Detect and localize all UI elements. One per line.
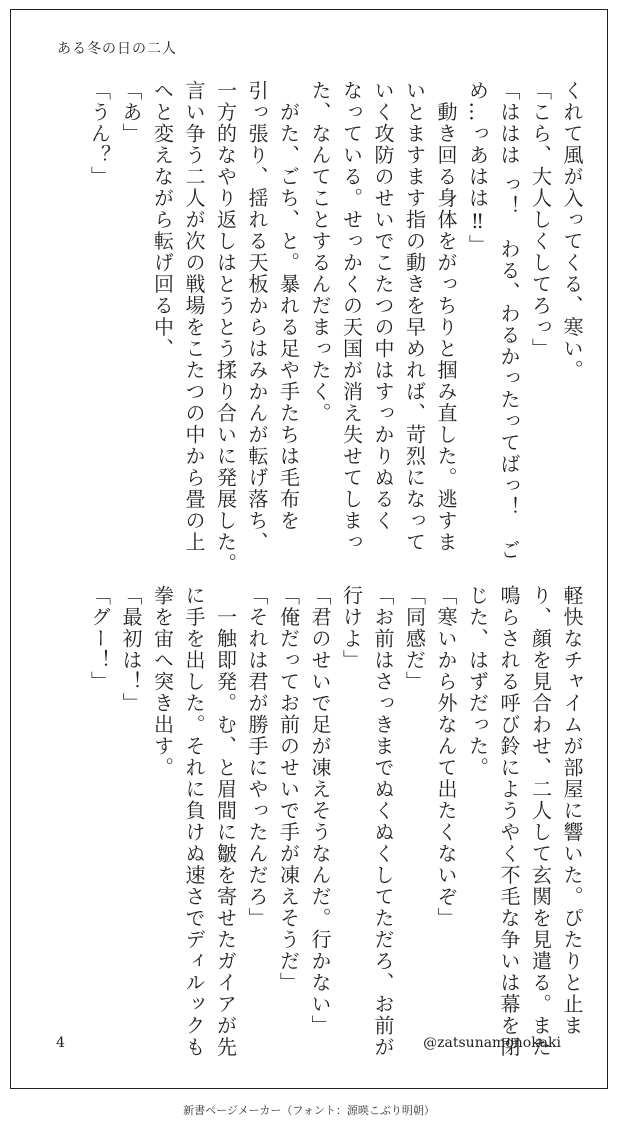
text-line: 一方的なやり返しはとうとう揉り合いに発展した。 — [213, 80, 238, 575]
text-line: 「俺だってお前のせいで手が凍えそうだ」 — [276, 585, 301, 994]
text-line: 一触即発。む、と眉間に皺を寄せたガイアが先 — [213, 585, 238, 1058]
text-line: 「あ」 — [119, 80, 143, 145]
text-line: 拳を宙へ突き出す。 — [150, 585, 175, 779]
text-line: 鳴らされる呼び鈴にようやく不毛な争いは幕を閉 — [497, 585, 521, 1058]
text-line: 「ははは っ！ わる、わるかったってばっ！ ご — [497, 80, 521, 561]
text-line: 言い争う二人が次の戦場をこたつの中から畳の上 — [182, 80, 206, 553]
text-line: に手を出した。それに負けぬ速さでディルックも — [182, 585, 206, 1058]
text-line: 「同感だ」 — [402, 585, 427, 693]
text-line: 「こら、大人しくしてろっ」 — [528, 80, 553, 360]
text-line: いとますます指の動きを早めれば、苛烈になって — [402, 80, 427, 553]
text-line: じた、はずだった。 — [465, 585, 490, 779]
text-line: 「最初は！」 — [119, 585, 143, 714]
page-frame — [10, 9, 608, 1089]
text-line: いく攻防のせいでこたつの中はすっかりぬるく — [371, 80, 395, 532]
text-line: た、なんてことするんだまったく。 — [308, 80, 332, 424]
text-line: 動き回る身体をがっちりと掴み直した。逃すま — [434, 80, 458, 553]
text-line: 引っ張り、揺れる天板からはみかんが転げ落ち、 — [245, 80, 269, 553]
text-line: 「それは君が勝手にやったんだろ」 — [245, 585, 269, 929]
text-line: 「うん？」 — [87, 80, 112, 188]
text-line: 「君のせいで足が凍えそうなんだ。行かない」 — [308, 585, 332, 1037]
generator-credit: 新書ページメーカー（フォント：源暎こぶり明朝） — [183, 1104, 435, 1117]
text-line: 行けよ」 — [339, 585, 364, 671]
text-line: くれて風が入ってくる、寒い。 — [560, 80, 584, 381]
text-line: 「お前はさっきまでぬくぬくしてただろ、お前が — [371, 585, 395, 1058]
page-number: 4 — [56, 1035, 65, 1051]
text-line: 「グー！」 — [87, 585, 112, 693]
author-handle: @zatsunamonokaki — [423, 1035, 561, 1051]
text-line: め…っあはは‼」 — [465, 80, 490, 256]
page-header-title: ある冬の日の二人 — [57, 41, 177, 57]
text-line: り、顔を見合わせ、二人して玄関を見遣る。また — [528, 585, 553, 1058]
text-line: 軽快なチャイムが部屋に響いた。ぴたりと止ま — [560, 585, 584, 1037]
text-line: がた、ごち、と。暴れる足や手たちは毛布を — [276, 80, 301, 532]
text-line: なっている。せっかくの天国が消え失せてしまっ — [339, 80, 364, 553]
text-line: へと変えながら転げ回る中、 — [150, 80, 175, 360]
text-block-upper — [27, 80, 587, 575]
text-line: 「寒いから外なんて出たくないぞ」 — [434, 585, 458, 929]
